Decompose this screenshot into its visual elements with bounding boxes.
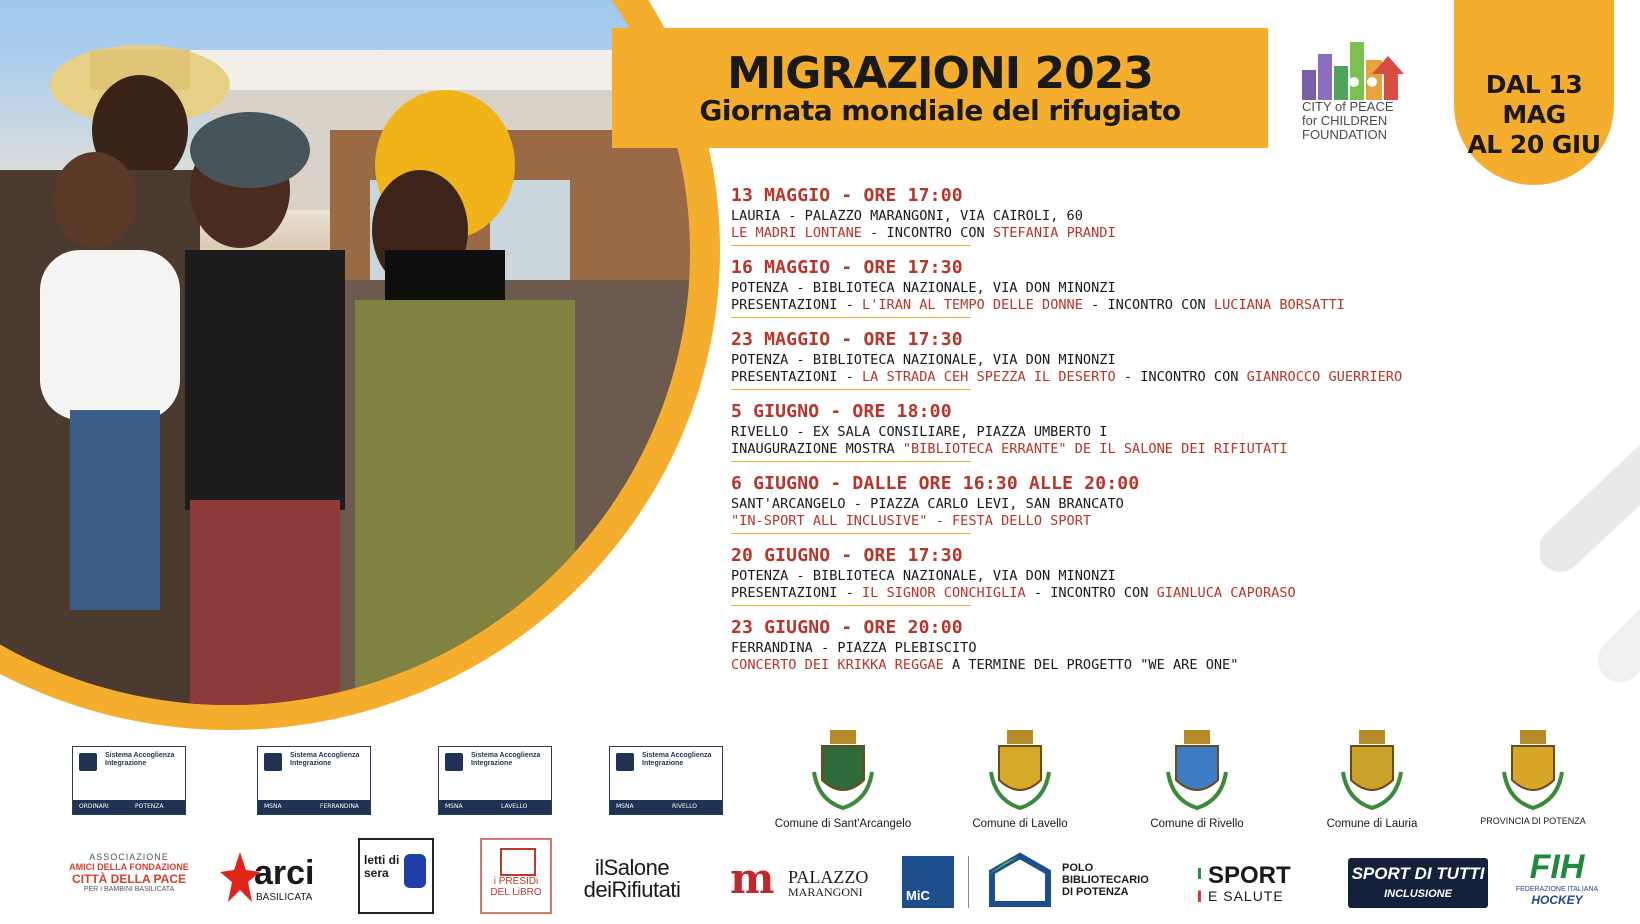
sai-square-icon bbox=[79, 753, 97, 771]
event-item bbox=[731, 256, 1511, 318]
event-description bbox=[731, 585, 1511, 602]
event-list bbox=[731, 184, 1511, 684]
event-highlight: LA STRADA CEH SPEZZA IL DESERTO bbox=[861, 369, 1116, 385]
event-item bbox=[731, 544, 1511, 606]
event-place: SANT'ARCANGELO - PIAZZA CARLO LEVI, SAN BRANCATO bbox=[731, 496, 1124, 512]
presidi-del-libro-logo: i PRESIDi DEL LiBRO bbox=[480, 838, 552, 914]
event-highlight: LE MADRI LONTANE bbox=[731, 225, 862, 241]
sai-square-icon bbox=[264, 753, 282, 771]
sai-logo-card bbox=[72, 746, 186, 815]
event-place: FERRANDINA - PIAZZA PLEBISCITO bbox=[731, 640, 977, 656]
city-of-peace-logo-text: CITY of PEACE for CHILDREN FOUNDATION bbox=[1302, 99, 1394, 142]
event-date-time: 5 GIUGNO - ORE 18:00 bbox=[731, 401, 952, 422]
crest-label: Comune di Lavello bbox=[972, 818, 1068, 830]
event-text: INAUGURAZIONE MOSTRA bbox=[731, 441, 903, 457]
sai-footer bbox=[258, 800, 370, 814]
event-place: LAURIA - PALAZZO MARANGONI, VIA CAIROLI, 60 bbox=[731, 208, 1083, 224]
event-place: RIVELLO - EX SALA CONSILIARE, PIAZZA UMBERTO I bbox=[731, 424, 1108, 440]
crest-label: Comune di Rivello bbox=[1150, 818, 1244, 830]
event-item bbox=[731, 328, 1511, 390]
event-date-time: 13 MAGGIO - ORE 17:00 bbox=[731, 185, 963, 206]
sai-logo-card bbox=[257, 746, 371, 815]
sai-title: Sistema Accoglienza Integrazione bbox=[471, 752, 541, 767]
event-separator bbox=[731, 245, 971, 246]
sai-square-icon bbox=[616, 753, 634, 771]
decorative-stroke bbox=[1540, 360, 1640, 700]
sai-title: Sistema Accoglienza Integrazione bbox=[642, 752, 712, 767]
date-range: DAL 13 MAG AL 20 GIU bbox=[1467, 70, 1601, 159]
event-text: A TERMINE DEL PROGETTO "WE ARE ONE" bbox=[943, 657, 1239, 673]
sport-e-salute-logo: SPORT E SALUTE bbox=[1198, 864, 1308, 908]
event-text: - INCONTRO CON bbox=[1115, 369, 1247, 385]
event-text: - INCONTRO CON bbox=[1082, 297, 1214, 313]
arci-logo: arci BASILICATA bbox=[220, 850, 320, 910]
sai-footer-place: RIVELLO bbox=[672, 803, 698, 810]
divider bbox=[968, 856, 969, 908]
event-date-time: 20 GIUGNO - ORE 17:30 bbox=[731, 545, 963, 566]
sport-di-tutti-logo: SPORT DI TUTTI INCLUSIONE bbox=[1348, 858, 1488, 908]
sai-footer-type: MSNA bbox=[264, 803, 282, 810]
sai-footer-type: MSNA bbox=[616, 803, 634, 810]
event-place: POTENZA - BIBLIOTECA NAZIONALE, VIA DON MINONZI bbox=[731, 352, 1116, 368]
event-date-time: 16 MAGGIO - ORE 17:30 bbox=[731, 257, 963, 278]
event-description bbox=[731, 441, 1511, 458]
mic-logo: MiC bbox=[902, 856, 954, 908]
sai-title: Sistema Accoglienza Integrazione bbox=[105, 752, 175, 767]
hero-photo bbox=[0, 0, 690, 705]
event-text: - INCONTRO CON bbox=[1025, 585, 1157, 601]
event-description bbox=[731, 513, 1511, 530]
event-text: - INCONTRO CON bbox=[861, 225, 993, 241]
event-highlight: GIANROCCO GUERRIERO bbox=[1246, 369, 1403, 385]
event-highlight: LUCIANA BORSATTI bbox=[1213, 297, 1345, 313]
event-highlight: "BIBLIOTECA ERRANTE" DE IL SALONE DEI RIFIUTATI bbox=[902, 441, 1288, 457]
event-highlight: GIANLUCA CAPORASO bbox=[1156, 585, 1296, 601]
sai-footer-place: POTENZA bbox=[135, 803, 164, 810]
associazione-logo: ASSOCIAZIONE AMICI DELLA FONDAZIONE CITTÀ DELLA PACE PER I BAMBINI BASILICATA bbox=[69, 852, 189, 893]
coat-of-arms-icon bbox=[985, 728, 1055, 812]
palazzo-marangoni-logo: m PALAZZO MARANGONI bbox=[730, 854, 869, 903]
event-item bbox=[731, 472, 1511, 534]
sai-footer-type: ORDINARI bbox=[79, 803, 109, 810]
crest-label: PROVINCIA DI POTENZA bbox=[1480, 816, 1586, 826]
event-place: POTENZA - BIBLIOTECA NAZIONALE, VIA DON MINONZI bbox=[731, 568, 1116, 584]
event-date-time: 23 MAGGIO - ORE 17:30 bbox=[731, 329, 963, 350]
event-highlight: "IN-SPORT ALL INCLUSIVE" - FESTA DELLO SPORT bbox=[731, 513, 1092, 529]
event-separator bbox=[731, 389, 971, 390]
coat-of-arms-icon bbox=[1337, 728, 1407, 812]
sai-footer-place: FERRANDINA bbox=[320, 803, 359, 810]
event-text: PRESENTAZIONI - bbox=[731, 297, 862, 313]
crest-label: Comune di Lauria bbox=[1326, 818, 1418, 830]
event-highlight: IL SIGNOR CONCHIGLIA bbox=[861, 585, 1026, 601]
sai-title: Sistema Accoglienza Integrazione bbox=[290, 752, 360, 767]
event-highlight: STEFANIA PRANDI bbox=[992, 225, 1116, 241]
sai-footer-place: LAVELLO bbox=[501, 803, 528, 810]
page-title: MIGRAZIONI 2023 bbox=[727, 48, 1153, 99]
event-date-time: 23 GIUGNO - ORE 20:00 bbox=[731, 617, 963, 638]
event-description bbox=[731, 225, 1511, 242]
event-separator bbox=[731, 605, 971, 606]
letti-di-sera-logo: letti di sera bbox=[358, 838, 434, 914]
sai-logo-card bbox=[609, 746, 723, 815]
library-building-icon bbox=[982, 852, 1058, 908]
event-text: PRESENTAZIONI - bbox=[731, 369, 862, 385]
event-place: POTENZA - BIBLIOTECA NAZIONALE, VIA DON MINONZI bbox=[731, 280, 1116, 296]
sai-footer-type: MSNA bbox=[445, 803, 463, 810]
sai-footer bbox=[73, 800, 185, 814]
event-item bbox=[731, 400, 1511, 462]
coat-of-arms-icon bbox=[1498, 728, 1568, 812]
event-highlight: CONCERTO DEI KRIKKA REGGAE bbox=[731, 657, 944, 673]
crest-label: Comune di Sant'Arcangelo bbox=[774, 818, 912, 830]
fih-hockey-logo: FIH FEDERAZIONE ITALIANA HOCKEY bbox=[1515, 848, 1599, 907]
sai-footer bbox=[439, 800, 551, 814]
coat-of-arms-icon bbox=[808, 728, 878, 812]
event-item bbox=[731, 184, 1511, 246]
sai-logo-card bbox=[438, 746, 552, 815]
event-text: PRESENTAZIONI - bbox=[731, 585, 862, 601]
event-description bbox=[731, 297, 1511, 314]
event-description bbox=[731, 657, 1511, 674]
event-date-time: 6 GIUGNO - DALLE ORE 16:30 ALLE 20:00 bbox=[731, 473, 1140, 494]
page-subtitle: Giornata mondiale del rifugiato bbox=[699, 94, 1181, 127]
coat-of-arms-icon bbox=[1162, 728, 1232, 812]
sai-square-icon bbox=[445, 753, 463, 771]
sai-footer bbox=[610, 800, 722, 814]
salone-rifiutati-logo: ilSalone deiRifiutati bbox=[583, 855, 681, 902]
event-highlight: L'IRAN AL TEMPO DELLE DONNE bbox=[861, 297, 1083, 313]
polo-bibliotecario-logo: POLO BIBLIOTECARIO DI POTENZA bbox=[982, 852, 1162, 912]
event-separator bbox=[731, 461, 971, 462]
event-description bbox=[731, 369, 1511, 386]
event-separator bbox=[731, 317, 971, 318]
event-separator bbox=[731, 533, 971, 534]
event-item bbox=[731, 616, 1511, 674]
